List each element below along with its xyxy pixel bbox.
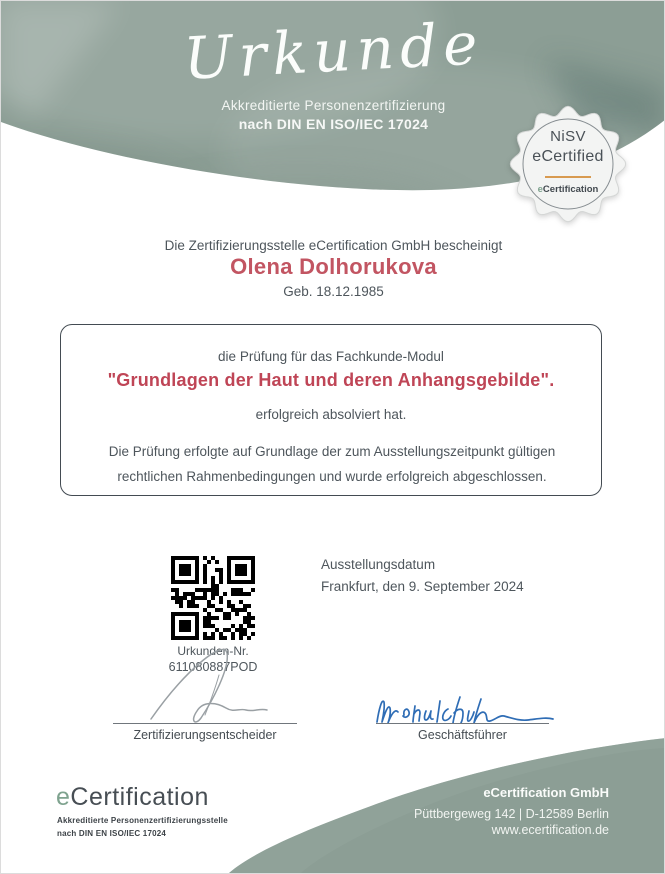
header-subtitle-line2: nach DIN EN ISO/IEC 17024	[238, 116, 429, 132]
certificate-script-title: Urkunde	[181, 9, 486, 93]
nisv-seal-badge	[503, 99, 633, 229]
footer-website: www.ecertification.de	[491, 823, 609, 837]
right-signature-role: Geschäftsführer	[418, 728, 507, 742]
certificate-number-value: 611080887POD	[168, 660, 258, 674]
footer-company-name: eCertification GmbH	[483, 785, 609, 800]
certificate-holder-name: Olena Dolhorukova	[230, 254, 437, 279]
badge-brand-text	[503, 184, 633, 195]
issue-date-label: Ausstellungsdatum	[321, 557, 436, 572]
holder-birthdate: Geb. 18.12.1985	[283, 284, 384, 299]
logo-tagline-line2: nach DIN EN ISO/IEC 17024	[57, 828, 167, 838]
badge-divider-line	[545, 176, 591, 178]
badge-text-nisv: NiSV	[550, 128, 586, 145]
certificate-number-label: Urkunden-Nr.	[177, 644, 249, 658]
qr-code	[171, 556, 255, 640]
left-signature-role: Zertifizierungsentscheider	[133, 728, 277, 742]
exam-box-intro: die Prüfung für das Fachkunde-Modul	[218, 349, 444, 364]
badge-text-ecertified: eCertified	[532, 148, 604, 165]
logo-e: e	[56, 783, 71, 811]
right-signature-line	[376, 723, 549, 724]
logo-tagline-line1: Akkreditierte Personenzertifizierungsstelle	[57, 816, 228, 825]
header-subtitle-line1: Akkreditierte Personenzertifizierung	[221, 98, 446, 113]
footer-background-shape	[1, 728, 665, 873]
exam-result-box	[60, 324, 602, 496]
logo-rest: Certification	[70, 783, 209, 811]
issuer-statement: Die Zertifizierungsstelle eCertification GmbH bescheinigt	[164, 238, 503, 253]
gray-handwritten-signature	[131, 641, 311, 726]
legal-statement: Die Prüfung erfolgte auf Grundlage der zum Ausstellungszeitpunkt gültigen rechtlichen Rahmenbedingungen und wurde erfolgreich abgeschlossen.	[108, 444, 556, 484]
left-signature-line	[113, 723, 297, 724]
exam-result-text: erfolgreich absolviert hat.	[255, 407, 407, 422]
badge-brand-rest: Certification	[542, 184, 599, 195]
footer-address: Püttbergeweg 142 | D-12589 Berlin	[413, 807, 609, 821]
badge-brand-e: e	[537, 184, 543, 195]
issue-date-value: Frankfurt, den 9. September 2024	[321, 579, 524, 594]
module-title: "Grundlagen der Haut und deren Anhangsgebilde".	[107, 370, 555, 390]
